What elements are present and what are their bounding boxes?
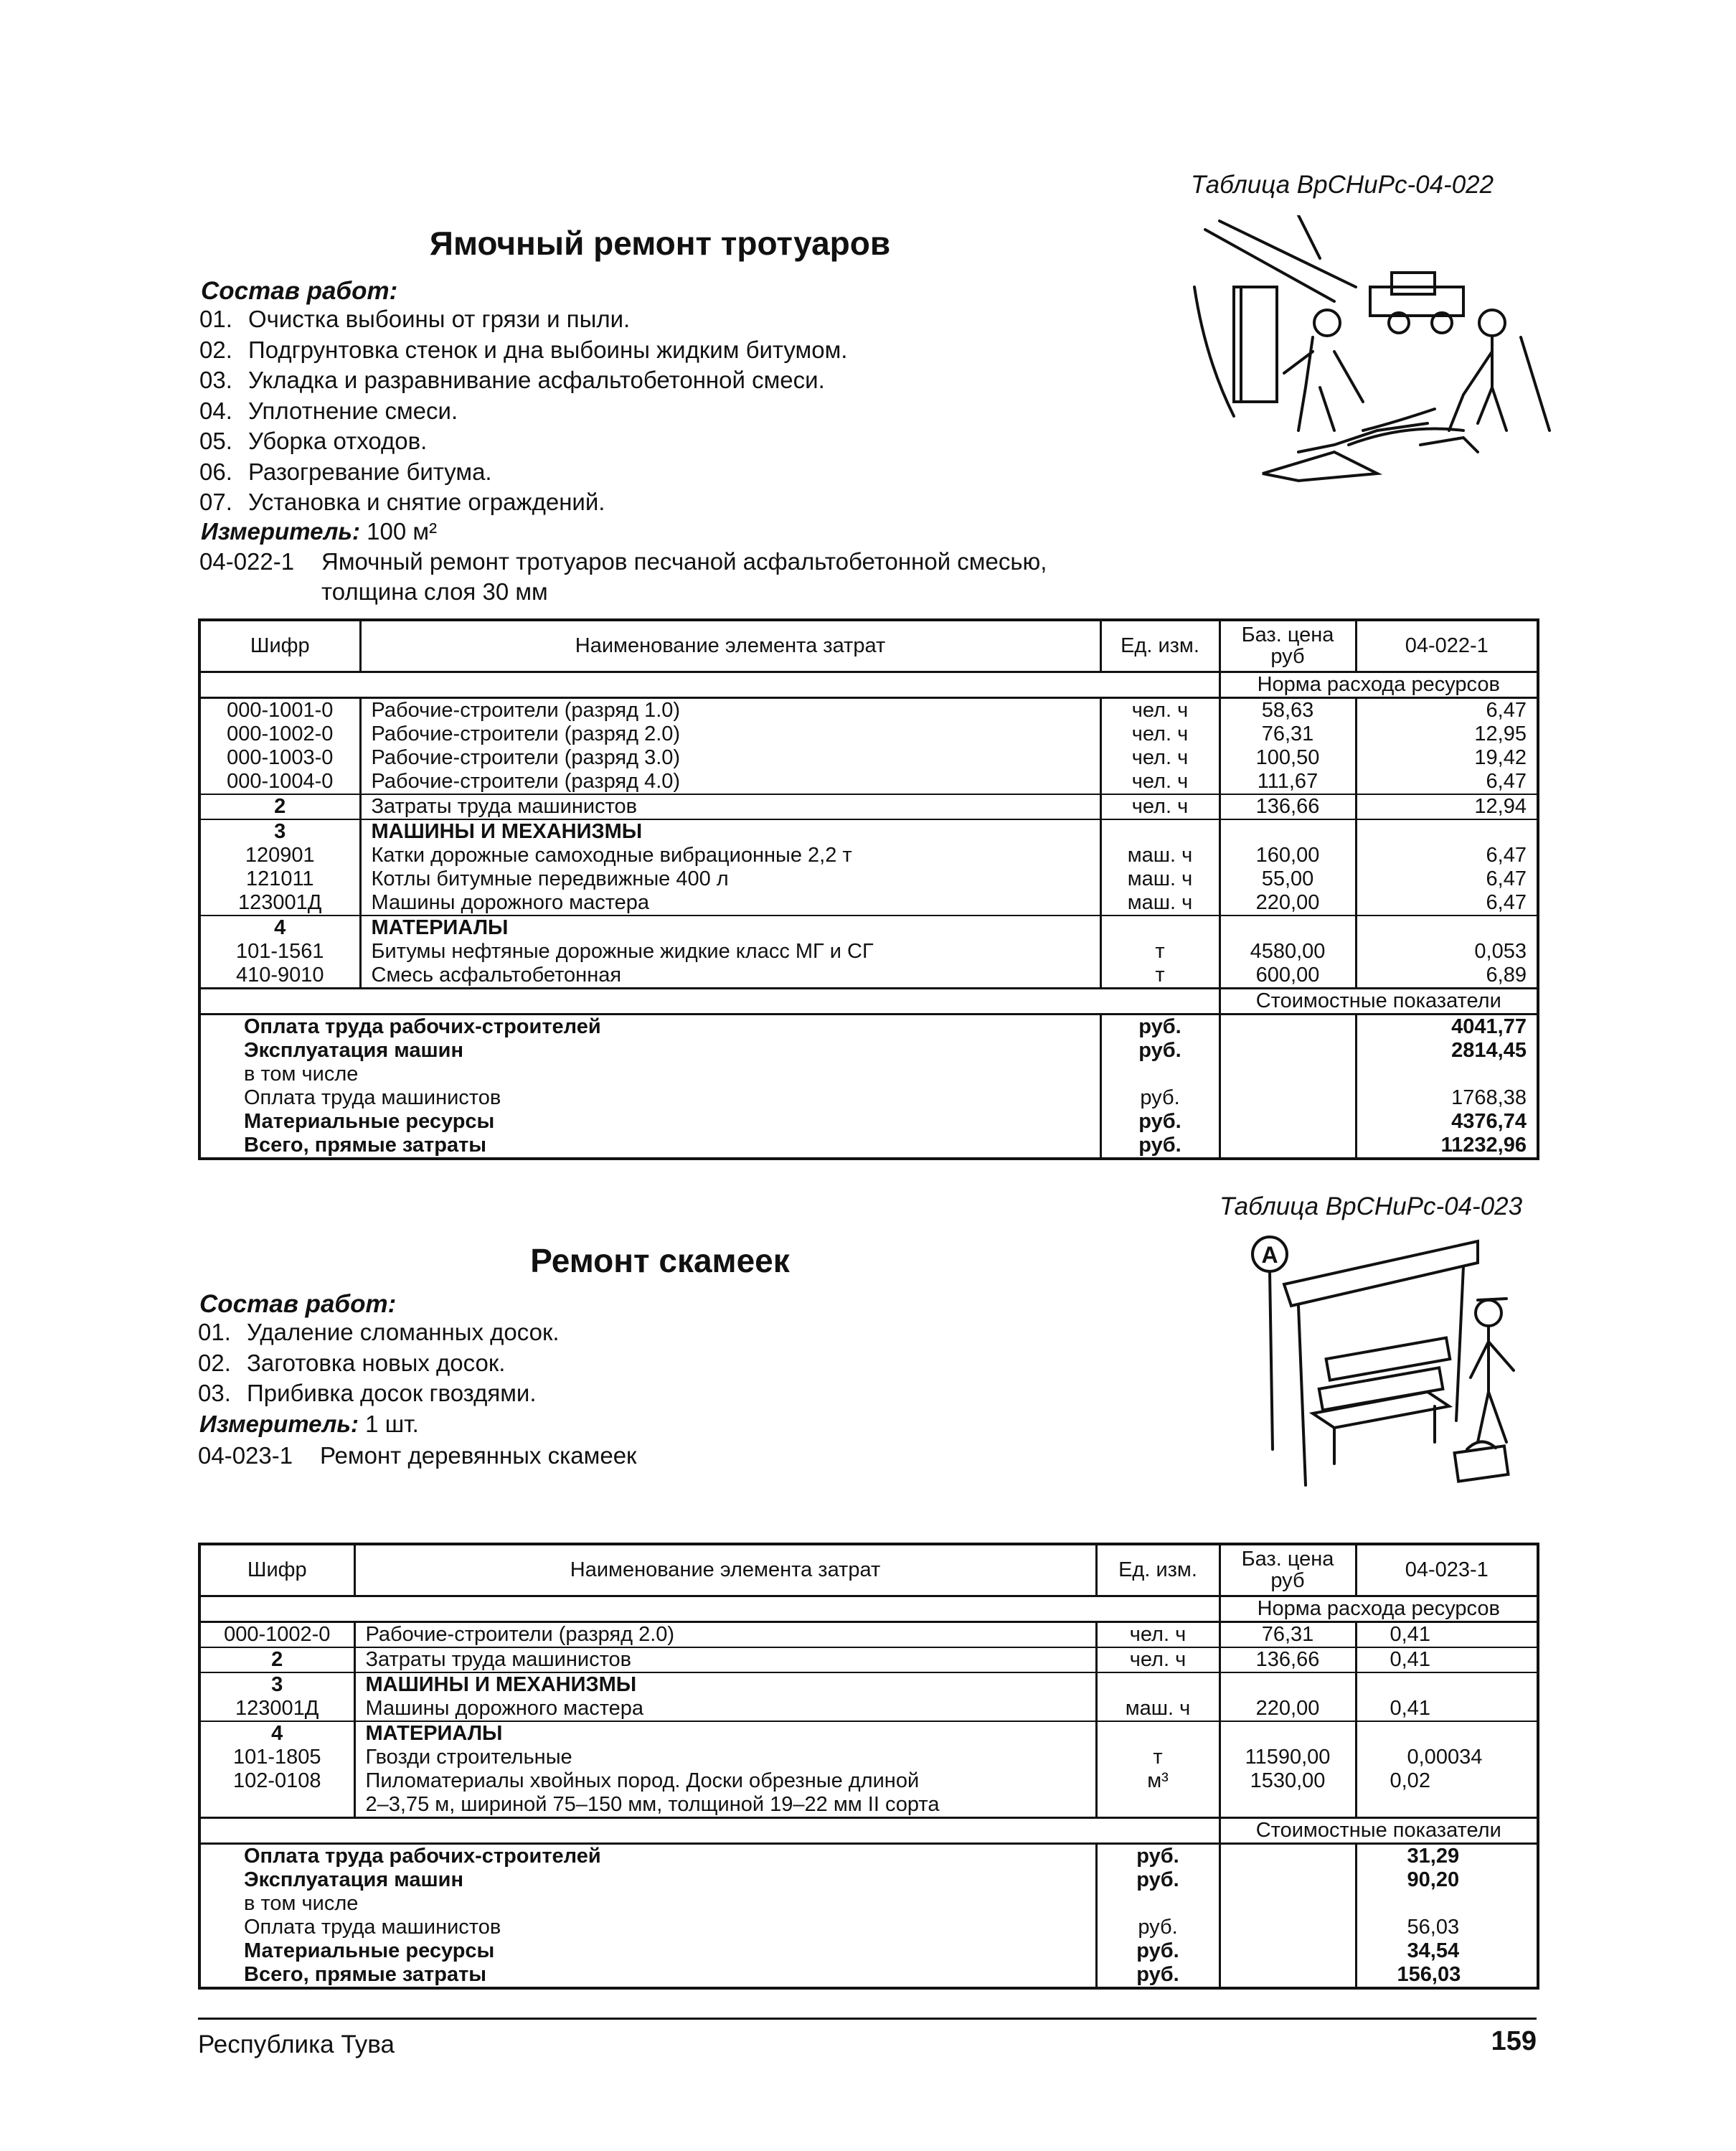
table-row: 000-1003-0 Рабочие-строители (разряд 3.0) чел. ч 100,50 19,42 xyxy=(199,746,1538,770)
work-code-desc: Ремонт деревянных скамеек xyxy=(320,1442,637,1469)
code-line-2 xyxy=(198,1441,637,1471)
header-unit: Ед. изм. xyxy=(1100,620,1220,672)
work-item: 03. Укладка и разравнивание асфальтобетонной смеси. xyxy=(199,367,825,393)
summary-row: Оплата труда рабочих-строителей руб. 4041,77 xyxy=(199,1014,1538,1039)
table-row: 123001Д Машины дорожного мастера маш. ч 220,00 6,47 xyxy=(199,891,1538,916)
work-code-desc-2: толщина слоя 30 мм xyxy=(321,578,548,605)
work-item: 04. Уплотнение смеси. xyxy=(199,397,458,424)
work-composition-heading-2: Состав работ: xyxy=(199,1290,397,1318)
table-row: 102-0108 Пиломатериалы хвойных пород. Доски обрезные длиной 2–3,75 м, шириной 75–150 мм, толщиной 19–22 мм II сорта м³ 1530,00 0,02 xyxy=(199,1769,1538,1818)
table-row: 000-1002-0 Рабочие-строители (разряд 2.0) чел. ч 76,31 12,95 xyxy=(199,723,1538,746)
summary-row: Оплата труда машинистов руб. 1768,38 xyxy=(199,1086,1538,1110)
work-item: 03. Прибивка досок гвоздями. xyxy=(198,1380,537,1406)
header-name: Наименование элемента затрат xyxy=(354,1544,1096,1596)
table-row: 3 МАШИНЫ И МЕХАНИЗМЫ xyxy=(199,1672,1538,1697)
table-row: 120901 Катки дорожные самоходные вибрационные 2,2 т маш. ч 160,00 6,47 xyxy=(199,844,1538,867)
header-name: Наименование элемента затрат xyxy=(360,620,1100,672)
summary-row: Всего, прямые затраты руб. 156,03 xyxy=(199,1963,1538,1988)
summary-row: Оплата труда машинистов руб. 56,03 xyxy=(199,1916,1538,1939)
meter-value: 1 шт. xyxy=(365,1411,419,1437)
table-row: 121011 Котлы битумные передвижные 400 л маш. ч 55,00 6,47 xyxy=(199,867,1538,891)
bench-repair-illustration xyxy=(1241,1227,1549,1507)
work-item: 06. Разогревание битума. xyxy=(199,458,492,485)
page-number: 159 xyxy=(1491,2026,1537,2056)
summary-row: Оплата труда рабочих-строителей руб. 31,29 xyxy=(199,1843,1538,1868)
work-item: 01. Очистка выбоины от грязи и пыли. xyxy=(199,306,631,332)
summary-row: Материальные ресурсы руб. 4376,74 xyxy=(199,1110,1538,1134)
table-label-04-023: Таблица ВрСНиРс-04-023 xyxy=(1220,1192,1523,1220)
work-item: 02. Заготовка новых досок. xyxy=(198,1349,506,1376)
table-row: 410-9010 Смесь асфальтобетонная т 600,00 6,89 xyxy=(199,964,1538,989)
summary-row: Эксплуатация машин руб. 2814,45 xyxy=(199,1039,1538,1063)
summary-row: Всего, прямые затраты руб. 11232,96 xyxy=(199,1134,1538,1159)
work-code-desc: Ямочный ремонт тротуаров песчаной асфальтобетонной смесью, xyxy=(321,548,1047,575)
section-title-potholes: Ямочный ремонт тротуаров xyxy=(429,225,891,262)
summary-row: Материальные ресурсы руб. 34,54 xyxy=(199,1939,1538,1963)
work-item: 05. Уборка отходов. xyxy=(199,428,428,454)
table-row: 4 МАТЕРИАЛЫ xyxy=(199,916,1538,940)
work-composition-heading: Состав работ: xyxy=(201,277,398,305)
meter-line-2 xyxy=(199,1411,419,1438)
table-row: 101-1805 Гвозди строительные т 11590,00 0,00034 xyxy=(199,1746,1538,1769)
table-row: 000-1001-0 Рабочие-строители (разряд 1.0) чел. ч 58,63 6,47 xyxy=(199,697,1538,723)
band-norm: Норма расхода ресурсов xyxy=(1220,1596,1538,1622)
table-row: 2 Затраты труда машинистов чел. ч 136,66 12,94 xyxy=(199,794,1538,819)
summary-row: в том числе xyxy=(199,1892,1538,1916)
header-price: Баз. цена руб xyxy=(1220,1544,1356,1596)
meter-value: 100 м² xyxy=(367,518,438,545)
work-code: 04-023-1 xyxy=(198,1442,293,1469)
band-norm: Норма расхода ресурсов xyxy=(1220,672,1538,697)
cost-table-04-022 xyxy=(198,618,1539,1160)
header-norm-code: 04-022-1 xyxy=(1356,620,1538,672)
table-row: 4 МАТЕРИАЛЫ xyxy=(199,1721,1538,1746)
header-code: Шифр xyxy=(199,620,360,672)
meter-label: Измеритель: xyxy=(201,518,360,545)
meter-line-1 xyxy=(201,518,437,545)
cost-table-04-023 xyxy=(198,1543,1539,1990)
table-cell-lumber: Пиломатериалы хвойных пород. Доски обрезные длиной 2–3,75 м, шириной 75–150 мм, толщиной 19–22 мм II сорта xyxy=(354,1769,1096,1818)
band-cost: Стоимостные показатели xyxy=(1220,1817,1538,1843)
table-row: 2 Затраты труда машинистов чел. ч 136,66 0,41 xyxy=(199,1647,1538,1672)
work-list-1 xyxy=(199,304,847,518)
work-item: 02. Подгрунтовка стенок и дна выбоины жидким битумом. xyxy=(199,336,848,363)
header-code: Шифр xyxy=(199,1544,354,1596)
road-repair-illustration xyxy=(1191,215,1557,488)
summary-row: Эксплуатация машин руб. 90,20 xyxy=(199,1868,1538,1892)
code-line-1 xyxy=(199,547,1047,607)
footer-region: Республика Тува xyxy=(198,2030,395,2058)
bus-stop-sign-letter: A xyxy=(1261,1242,1278,1268)
table-label-04-022: Таблица ВрСНиРс-04-022 xyxy=(1191,171,1494,199)
section-title-benches: Ремонт скамеек xyxy=(530,1242,790,1279)
work-list-2 xyxy=(198,1317,560,1409)
table-row: 000-1002-0 Рабочие-строители (разряд 2.0) чел. ч 76,31 0,41 xyxy=(199,1622,1538,1647)
work-item: 07. Установка и снятие ограждений. xyxy=(199,489,605,515)
summary-row: в том числе xyxy=(199,1063,1538,1086)
header-unit: Ед. изм. xyxy=(1096,1544,1220,1596)
band-cost: Стоимостные показатели xyxy=(1220,988,1538,1014)
work-item: 01. Удаление сломанных досок. xyxy=(198,1319,560,1345)
table-row: 3 МАШИНЫ И МЕХАНИЗМЫ xyxy=(199,819,1538,844)
table-row: 123001Д Машины дорожного мастера маш. ч 220,00 0,41 xyxy=(199,1697,1538,1721)
table-row: 000-1004-0 Рабочие-строители (разряд 4.0) чел. ч 111,67 6,47 xyxy=(199,770,1538,794)
meter-label: Измеритель: xyxy=(199,1411,359,1437)
footer-rule xyxy=(198,2018,1537,2020)
work-code: 04-022-1 xyxy=(199,548,295,575)
table-row: 101-1561 Битумы нефтяные дорожные жидкие класс МГ и СГ т 4580,00 0,053 xyxy=(199,940,1538,964)
header-price: Баз. цена руб xyxy=(1220,620,1356,672)
header-norm-code: 04-023-1 xyxy=(1356,1544,1538,1596)
